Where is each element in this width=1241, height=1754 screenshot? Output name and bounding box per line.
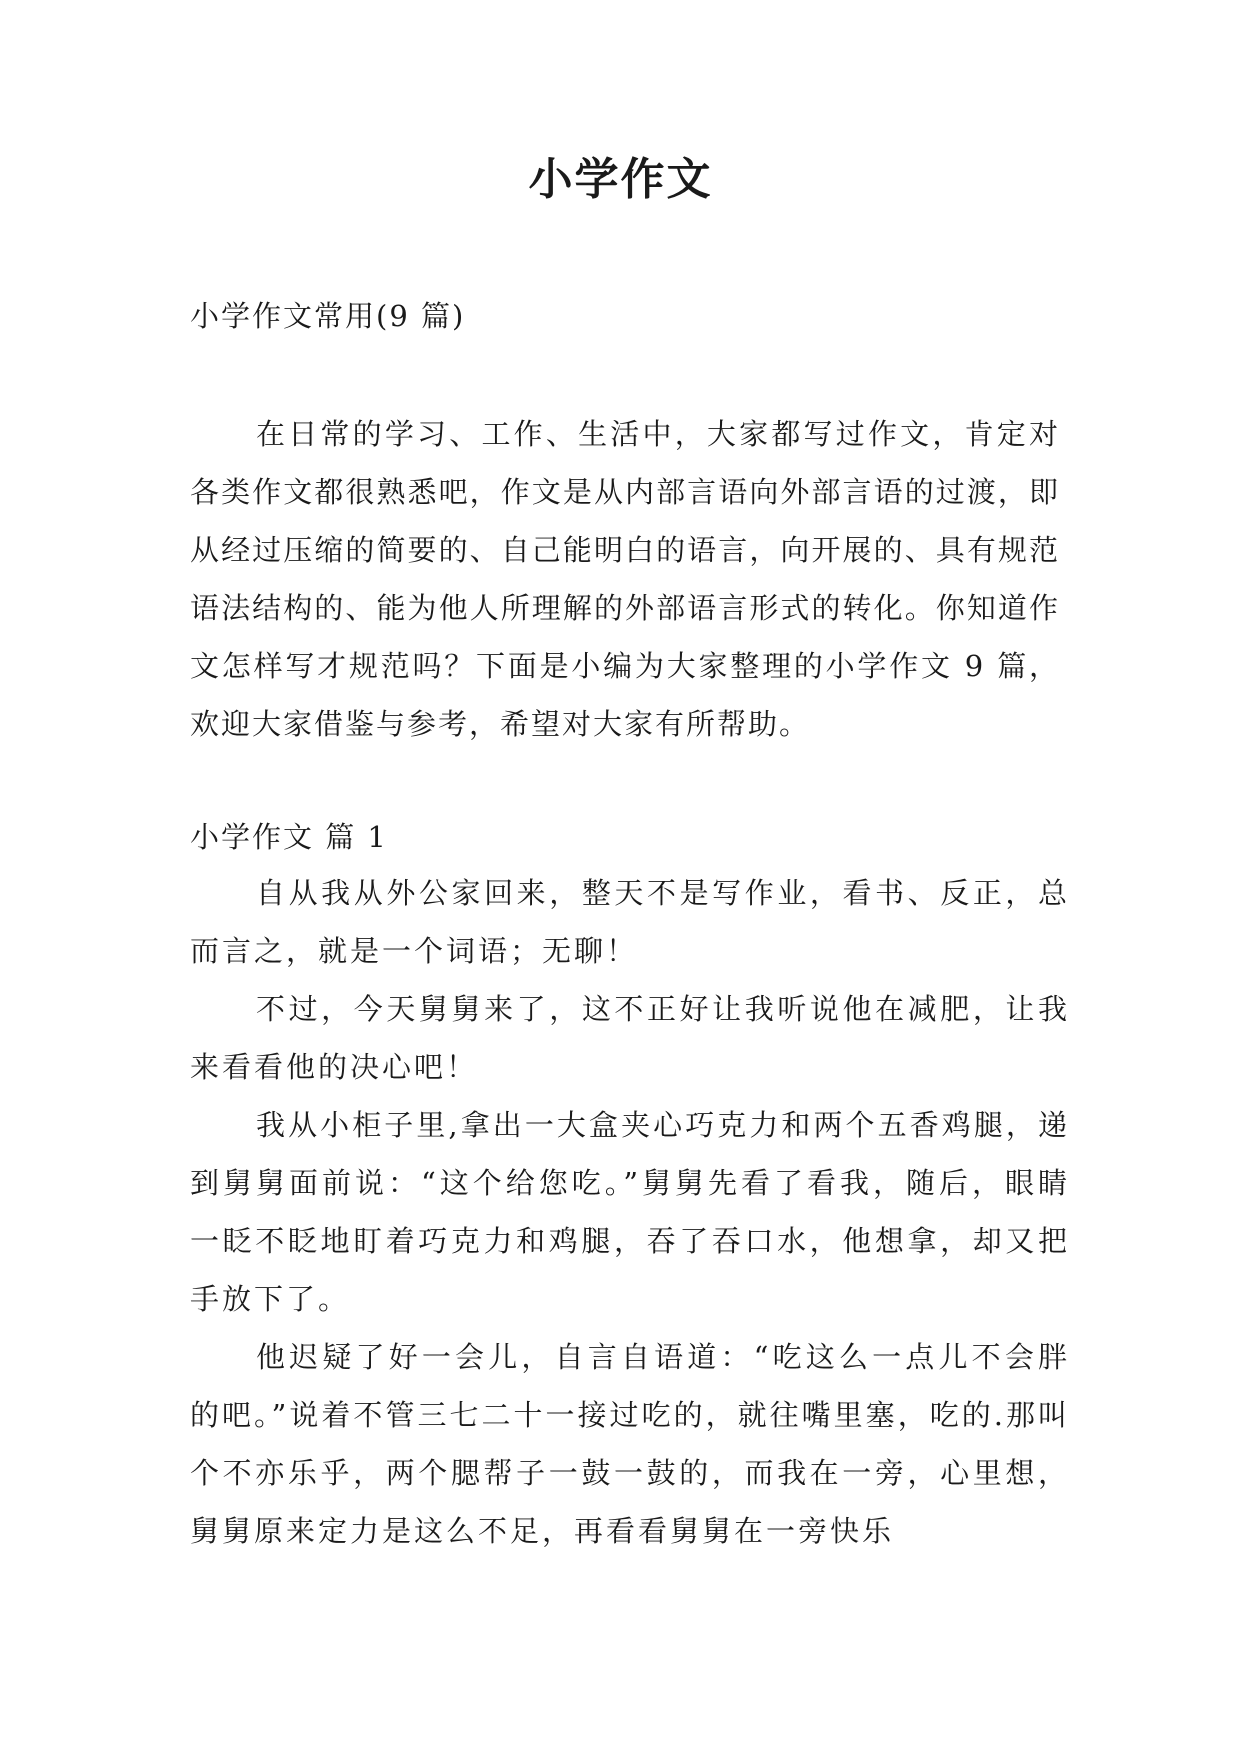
intro-paragraph: 在日常的学习、工作、生活中，大家都写过作文，肯定对各类作文都很熟悉吧，作文是从内部言语向外部言语的过渡，即从经过压缩的简要的、自己能明白的语言，向开展的、具有规范语法结构的、能为他人所理解的外部语言形式的转化。你知道作文怎样写才规范吗？下面是小编为大家整理的小学作文 9 篇，欢迎大家借鉴与参考，希望对大家有所帮助。 (190, 417, 1060, 741)
essay-body (190, 864, 1070, 1560)
essay-paragraph: 我从小柜子里,拿出一大盒夹心巧克力和两个五香鸡腿，递到舅舅面前说：“这个给您吃。”舅舅先看了看我，随后，眼睛一眨不眨地盯着巧克力和鸡腿，吞了吞口水，他想拿，却又把手放下了。 (190, 1108, 1070, 1316)
document-subtitle: 小学作文常用(9 篇) (190, 299, 466, 333)
section-heading: 小学作文 篇 1 (190, 820, 388, 854)
essay-paragraph: 自从我从外公家回来，整天不是写作业，看书、反正，总而言之，就是一个词语；无聊！ (190, 876, 1070, 968)
document-title: 小学作文 (528, 154, 713, 205)
essay-paragraph: 他迟疑了好一会儿，自言自语道：“吃这么一点儿不会胖的吧。”说着不管三七二十一接过吃的，就往嘴里塞，吃的.那叫个不亦乐乎，两个腮帮子一鼓一鼓的，而我在一旁，心里想，舅舅原来定力是这么不足，再看看舅舅在一旁快乐 (190, 1340, 1070, 1548)
essay-paragraph: 不过，今天舅舅来了，这不正好让我听说他在减肥，让我来看看他的决心吧！ (190, 992, 1070, 1084)
